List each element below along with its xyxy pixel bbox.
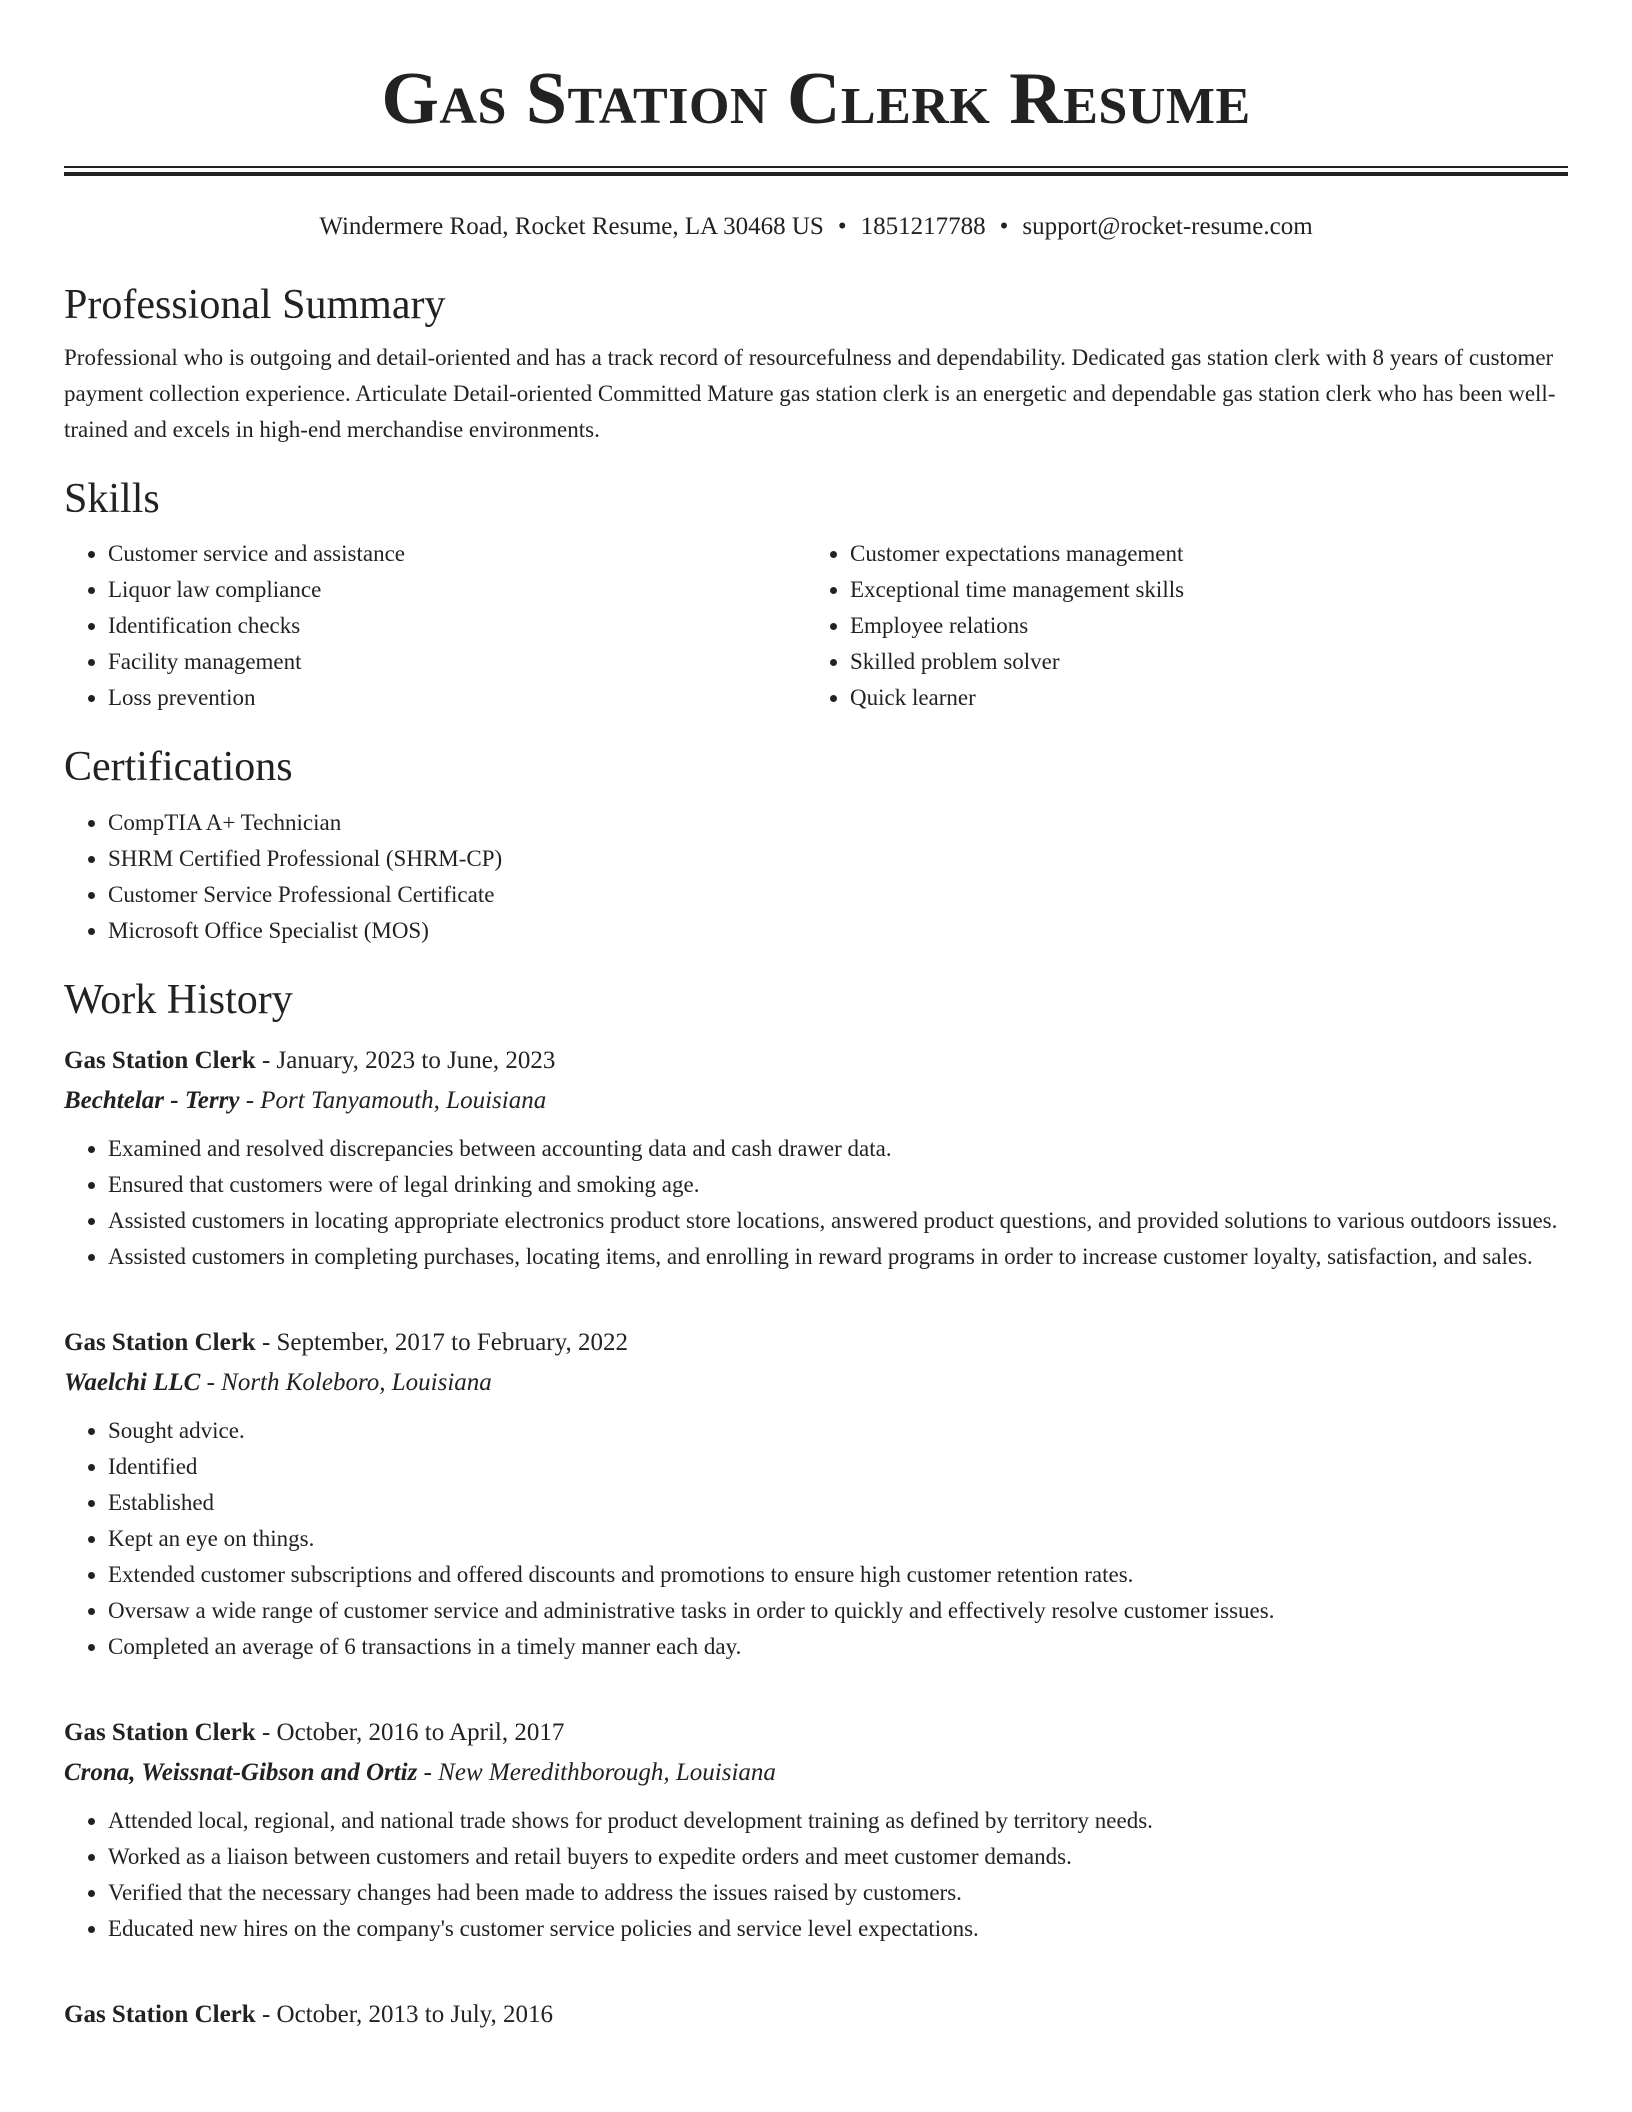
job-role: Gas Station Clerk [64, 1718, 256, 1746]
job-company: Bechtelar - Terry [64, 1086, 240, 1114]
job-company-line [64, 1753, 1568, 1793]
skills-column-right [806, 536, 1548, 716]
skill-item: • Facility management [108, 644, 806, 680]
certification-item: • Customer Service Professional Certificate [108, 877, 1568, 913]
job-bullet: • Assisted customers in locating appropriate electronics product store locations, answered product questions, and provided solutions to various outdoors issues. [108, 1203, 1568, 1239]
summary-section [64, 282, 1568, 448]
skills-list-left [64, 536, 806, 716]
skills-section [64, 476, 1568, 716]
job-bullet: • Extended customer subscriptions and offered discounts and promotions to ensure high customer retention rates. [108, 1557, 1568, 1593]
resume-title: Gas Station Clerk Resume [381, 58, 1251, 140]
skill-item: • Exceptional time management skills [850, 572, 1548, 608]
job-bullet: • Oversaw a wide range of customer service and administrative tasks in order to quickly and effectively resolve customer issues. [108, 1593, 1568, 1629]
job-bullet: • Established [108, 1485, 1568, 1521]
skill-item: • Customer service and assistance [108, 536, 806, 572]
skills-columns [64, 536, 1568, 716]
skills-list-right [806, 536, 1548, 716]
certifications-list [64, 805, 1568, 949]
certifications-heading: Certifications [64, 744, 293, 791]
job-company: Crona, Weissnat-Gibson and Ortiz [64, 1758, 418, 1786]
skills-heading: Skills [64, 476, 160, 523]
job-dates: - September, 2017 to February, 2022 [255, 1328, 628, 1356]
contact-email: support@rocket-resume.com [1022, 213, 1313, 240]
job-bullet: • Kept an eye on things. [108, 1521, 1568, 1557]
job-entry [64, 1323, 1568, 1665]
job-bullet: • Ensured that customers were of legal drinking and smoking age. [108, 1167, 1568, 1203]
job-title-line [64, 1713, 1568, 1753]
job-bullet: • Assisted customers in completing purchases, locating items, and enrolling in reward programs in order to increase customer loyalty, satisfaction, and sales. [108, 1239, 1568, 1275]
job-role: Gas Station Clerk [64, 2000, 256, 2028]
job-bullet: • Completed an average of 6 transactions in a timely manner each day. [108, 1629, 1568, 1665]
job-role: Gas Station Clerk [64, 1046, 256, 1074]
job-bullet: • Examined and resolved discrepancies between accounting data and cash drawer data. [108, 1131, 1568, 1167]
certification-item: • CompTIA A+ Technician [108, 805, 1568, 841]
skill-item: • Quick learner [850, 680, 1548, 716]
skill-item: • Identification checks [108, 608, 806, 644]
job-company: Waelchi LLC [64, 1368, 201, 1396]
job-title-line [64, 1995, 1568, 2035]
work-history-heading: Work History [64, 976, 293, 1023]
skill-item: • Customer expectations management [850, 536, 1548, 572]
job-bullet: • Educated new hires on the company's customer service policies and service level expectations. [108, 1911, 1568, 1947]
job-dates: - January, 2023 to June, 2023 [255, 1046, 556, 1074]
contact-line [64, 212, 1568, 242]
skill-item: • Liquor law compliance [108, 572, 806, 608]
certifications-section [64, 744, 1568, 948]
job-entry [64, 1041, 1568, 1275]
job-bullet: • Worked as a liaison between customers and retail buyers to expedite orders and meet customer demands. [108, 1839, 1568, 1875]
summary-heading: Professional Summary [64, 282, 446, 328]
certification-item: • SHRM Certified Professional (SHRM-CP) [108, 841, 1568, 877]
job-dates: - October, 2013 to July, 2016 [255, 2000, 554, 2028]
skill-item: • Loss prevention [108, 680, 806, 716]
job-entry [64, 1713, 1568, 1947]
job-entry [64, 1995, 1568, 2035]
job-role: Gas Station Clerk [64, 1328, 256, 1356]
job-bullet: • Verified that the necessary changes had been made to address the issues raised by customers. [108, 1875, 1568, 1911]
contact-separator: • [999, 213, 1009, 240]
job-title-line [64, 1323, 1568, 1363]
job-company-line [64, 1363, 1568, 1403]
job-company-line [64, 1081, 1568, 1121]
title-divider [64, 166, 1568, 176]
skills-column-left [64, 536, 806, 716]
job-bullet: • Attended local, regional, and national trade shows for product development training as defined by territory needs. [108, 1803, 1568, 1839]
job-bullets [64, 1131, 1568, 1275]
job-bullet: • Identified [108, 1449, 1568, 1485]
job-location: - Port Tanyamouth, Louisiana [239, 1086, 547, 1114]
contact-address: Windermere Road, Rocket Resume, LA 30468 US [319, 213, 824, 240]
skill-item: • Employee relations [850, 608, 1548, 644]
job-bullets [64, 1803, 1568, 1947]
job-title-line [64, 1041, 1568, 1081]
job-location: - New Meredithborough, Louisiana [417, 1758, 776, 1786]
job-bullets [64, 1413, 1568, 1665]
job-location: - North Koleboro, Louisiana [200, 1368, 492, 1396]
certification-item: • Microsoft Office Specialist (MOS) [108, 913, 1568, 949]
summary-text: Professional who is outgoing and detail-oriented and has a track record of resourcefulness and dependability. Dedicated gas station clerk with 8 years of customer payment collection experience. Articulate Detail-oriented Committed Mature gas station clerk is an energetic and dependable gas station clerk who has been well-trained and excels in high-end merchandise environments. [64, 345, 1556, 443]
job-dates: - October, 2016 to April, 2017 [255, 1718, 565, 1746]
job-bullet: • Sought advice. [108, 1413, 1568, 1449]
contact-separator: • [837, 213, 847, 240]
work-history-section [64, 977, 1568, 2035]
skill-item: • Skilled problem solver [850, 644, 1548, 680]
contact-phone: 1851217788 [860, 213, 986, 240]
